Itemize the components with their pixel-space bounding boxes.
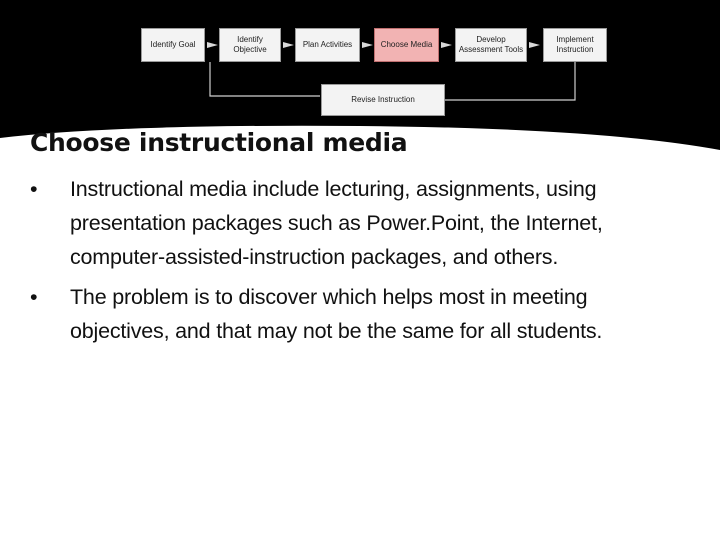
slide-title: Choose instructional media (30, 128, 408, 157)
bullet-item (30, 280, 670, 348)
flow-step-revise-instruction (321, 84, 445, 116)
bullet-item (30, 172, 670, 274)
bullet-icon: • (30, 177, 38, 201)
flow-step-plan-activities (295, 28, 360, 62)
flow-step-develop-assessment-tools (455, 28, 527, 62)
bullet-text: The problem is to discover which helps most in meeting objectives, and that may not be the same for all students. (70, 285, 603, 343)
flow-step-label: Identify Objective (233, 35, 267, 54)
flow-step-implement-instruction (543, 28, 607, 62)
flow-step-label: Plan Activities (302, 40, 353, 49)
flow-step-identify-objective (219, 28, 281, 62)
flow-step-label: Choose Media (380, 40, 433, 49)
flow-step-label: Implement Instruction (556, 35, 594, 54)
flow-step-label: Identify Goal (150, 40, 196, 49)
flow-step-label: Revise Instruction (351, 95, 415, 104)
bullet-list (30, 172, 670, 354)
flow-step-identify-goal (141, 28, 205, 62)
flow-step-label: Develop Assessment Tools (458, 35, 524, 54)
bullet-text: Instructional media include lecturing, assignments, using presentation packages such as Power.Point, the Internet, computer-assisted-instruction packages, and others. (70, 177, 603, 269)
bullet-icon: • (30, 285, 38, 309)
flow-step-choose-media (374, 28, 439, 62)
